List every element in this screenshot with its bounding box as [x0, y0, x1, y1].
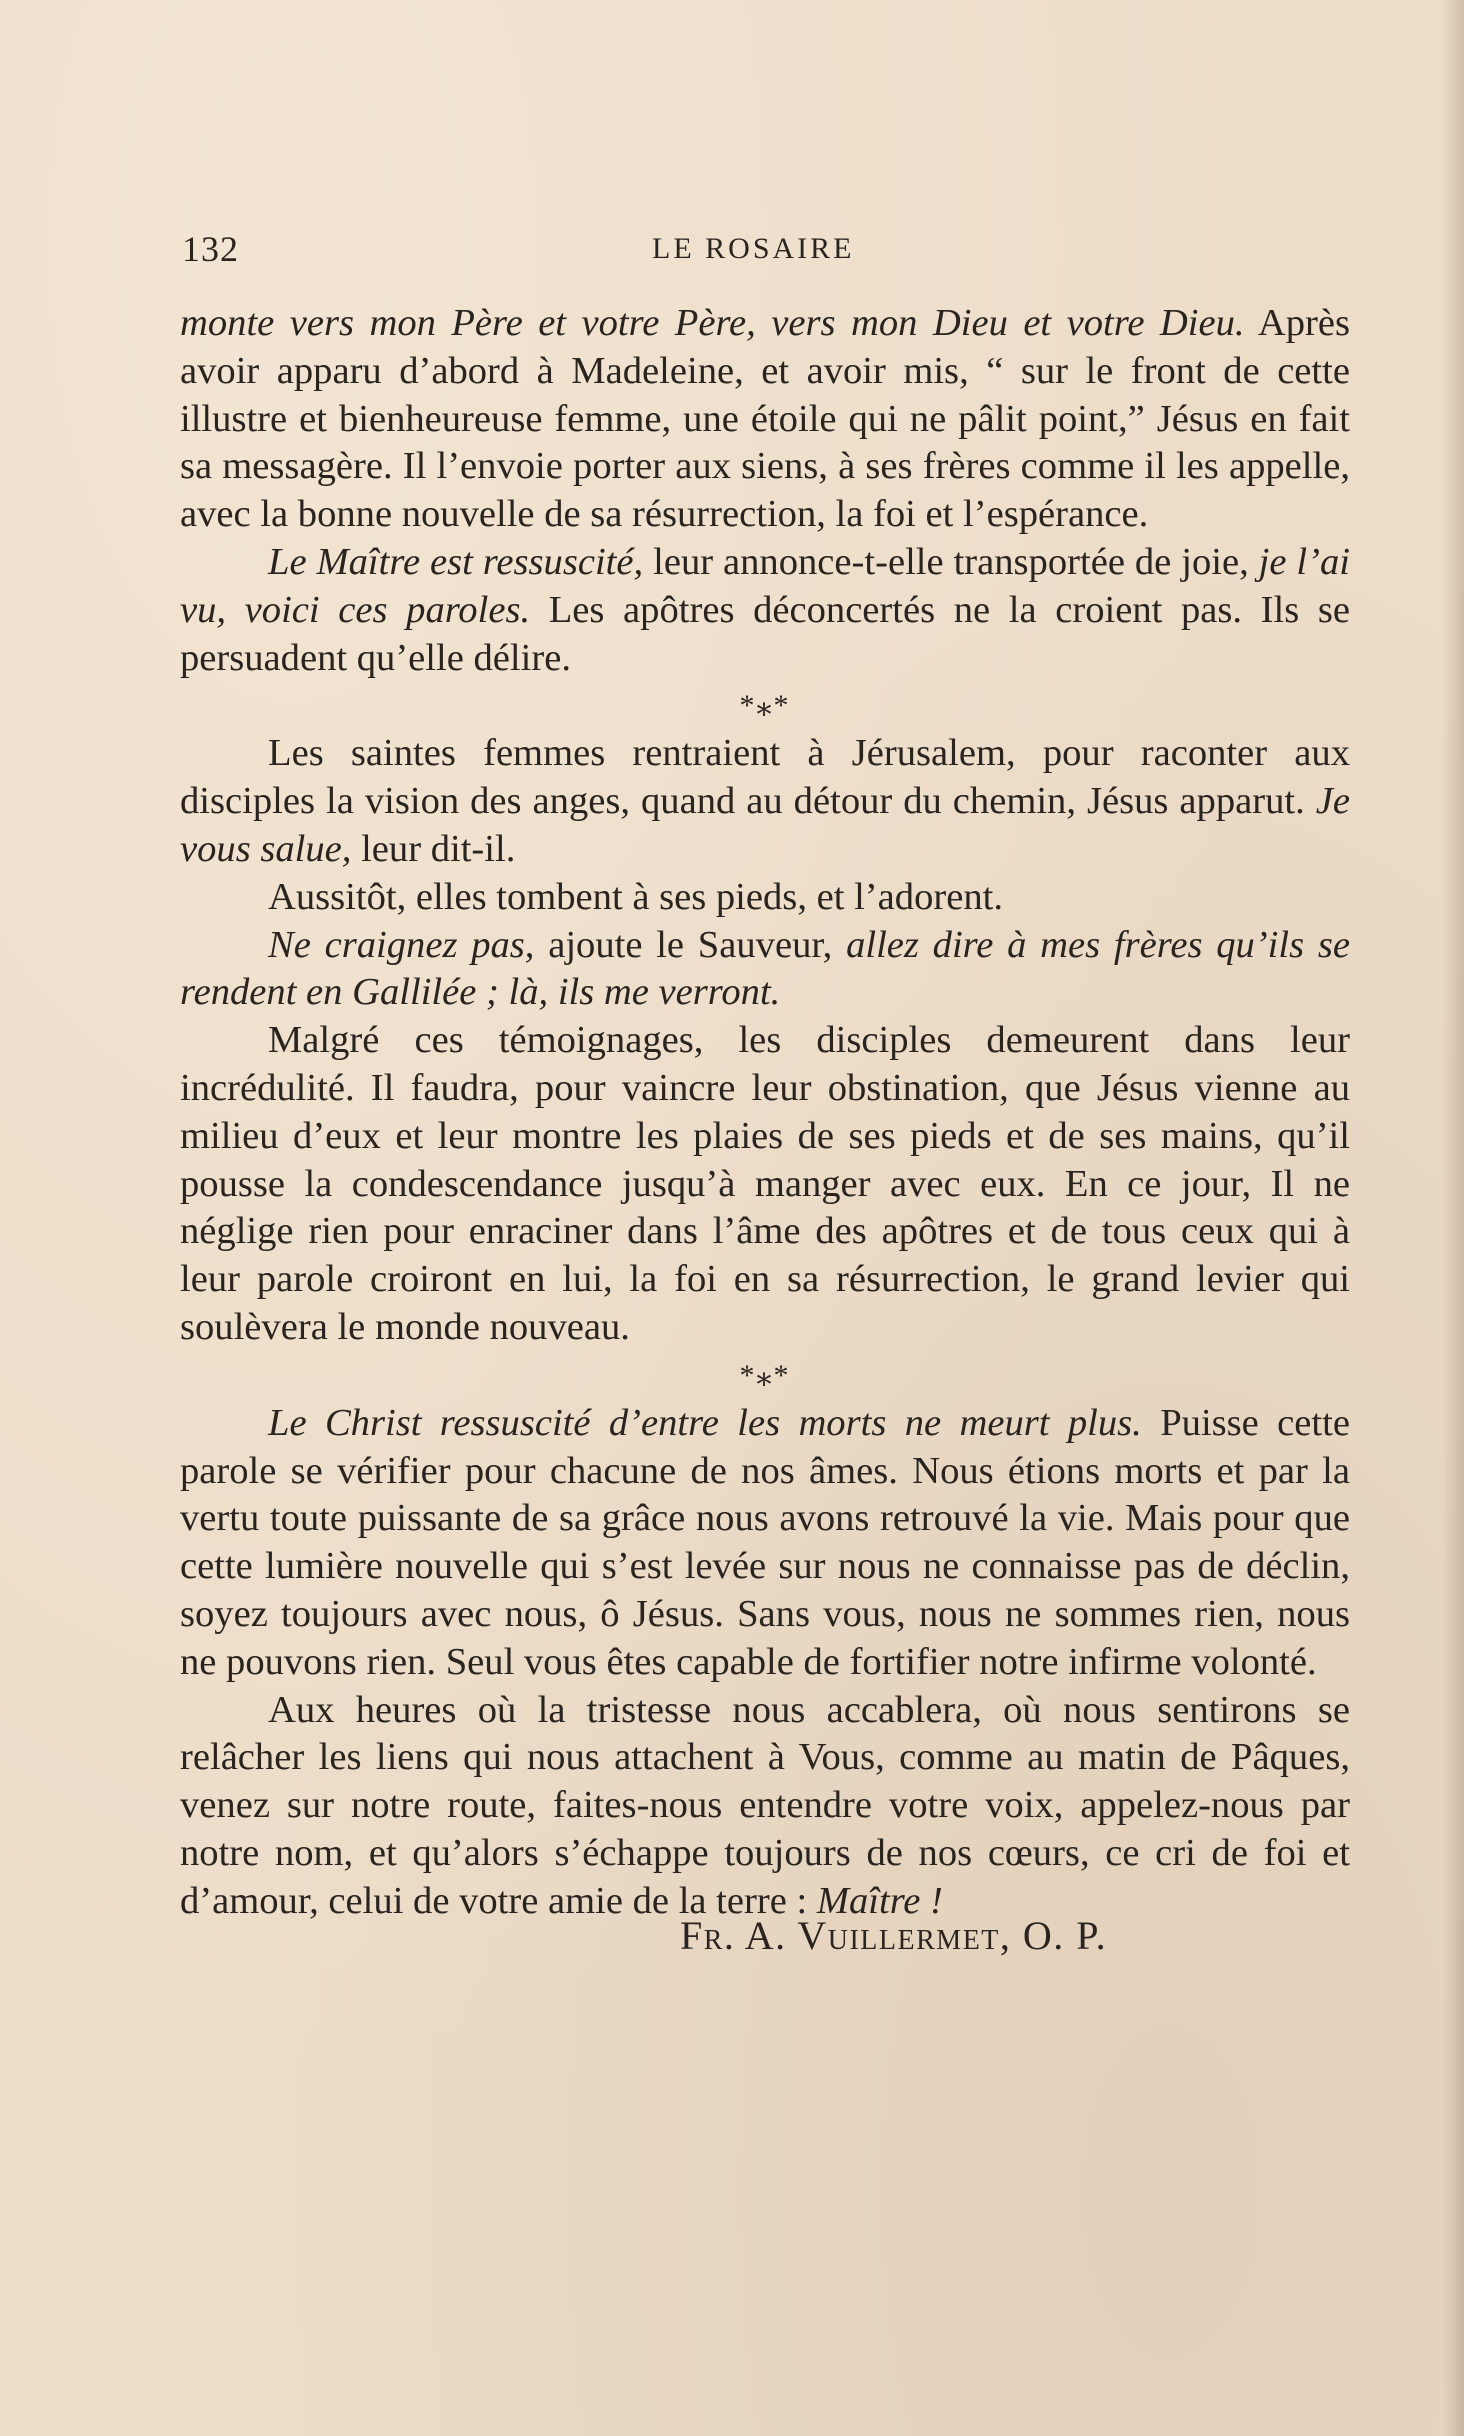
paragraph — [180, 730, 1350, 873]
italic-text: Le Christ ressuscité d’entre les morts ne meurt plus. — [268, 1401, 1142, 1444]
page-number: 132 — [182, 229, 239, 269]
running-title: LE ROSAIRE — [652, 232, 855, 265]
text-segment: ajoute le Sauveur, — [534, 923, 847, 966]
italic-text: allez dire à mes frères qu’ils se rendent en Gallilée ; là, ils me verront. — [180, 923, 1350, 1014]
text-segment: leur dit-il. — [351, 827, 516, 870]
paragraph — [180, 1400, 1350, 1687]
text-segment: Les saintes femmes rentraient à Jérusalem, pour raconter aux disciples la vision des anges, quand au détour du chemin, Jésus apparut. — [180, 732, 1350, 823]
author-signature: Fr. A. Vuillermet, O. P. — [680, 1913, 1108, 1958]
asterism-divider: *⁎* — [739, 689, 791, 723]
body-text — [180, 300, 1350, 1926]
italic-text: Ne craignez pas, — [268, 923, 535, 966]
asterism-divider: *⁎* — [739, 1358, 791, 1392]
italic-text: je l’ai vu, voici ces paroles. — [180, 540, 1351, 631]
text-segment: leur annonce-t-elle transportée de joie, — [643, 540, 1259, 583]
text-segment: Les apôtres déconcertés ne la croient pas. Ils se persuadent qu’elle délire. — [180, 588, 1351, 679]
running-head — [182, 228, 1352, 272]
paragraph — [180, 922, 1350, 1018]
text-segment: Puisse cette parole se vérifier pour chacune de nos âmes. Nous étions morts et par la vertu toute puissante de sa grâce nous avons retrouvé la vie. Mais pour que cette lumière nouvelle qui s’est levée sur nous ne connaisse pas de déclin, soyez toujours avec nous, ô Jésus. Sans vous, nous ne sommes rien, nous ne pouvons rien. Seul vous êtes capable de fortifier notre infirme volonté. — [180, 1401, 1350, 1683]
paragraph — [180, 1687, 1350, 1926]
text-segment: Aux heures où la tristesse nous accablera, où nous sentirons se relâcher les liens qui nous attachent à Vous, comme au matin de Pâques, venez sur notre route, faites-nous entendre votre voix, appelez-nous par notre nom, et qu’alors s’échappe toujours de nos cœurs, ce cri de foi et d’amour, celui de votre amie de la terre : — [180, 1688, 1350, 1922]
italic-text: Maître ! — [816, 1879, 943, 1922]
paragraph — [180, 539, 1350, 682]
italic-text: Je vous salue, — [180, 780, 1350, 870]
paragraph — [180, 300, 1350, 539]
italic-text: Le Maître est ressuscité, — [268, 540, 644, 583]
paragraph — [180, 874, 1350, 922]
text-segment: Aussitôt, elles tombent à ses pieds, et l’adorent. — [268, 875, 1003, 918]
text-segment: Malgré ces témoignages, les disciples demeurent dans leur incrédulité. Il faudra, pour vaincre leur obstination, que Jésus vienne au milieu d’eux et leur montre les plaies de ses pieds et de ses mains, qu’il pousse la condescendance jusqu’à manger avec eux. En ce jour, Il ne néglige rien pour enraciner dans l’âme des apôtres et de tous ceux qui à leur parole croiront en lui, la foi en sa résurrection, le grand levier qui soulèvera le monde nouveau. — [180, 1019, 1350, 1348]
italic-text: monte vers mon Père et votre Père, vers mon Dieu et votre Dieu. — [180, 302, 1245, 344]
paragraph — [180, 1017, 1350, 1352]
text-segment: Après avoir apparu d’abord à Madeleine, et avoir mis, “ sur le front de cette illustre et bienheureuse femme, une étoile qui ne pâlit point,” Jésus en fait sa messagère. Il l’envoie porter aux siens, à ses frères comme il les appelle, avec la bonne nouvelle de sa résurrection, la foi et l’espérance. — [180, 302, 1350, 536]
